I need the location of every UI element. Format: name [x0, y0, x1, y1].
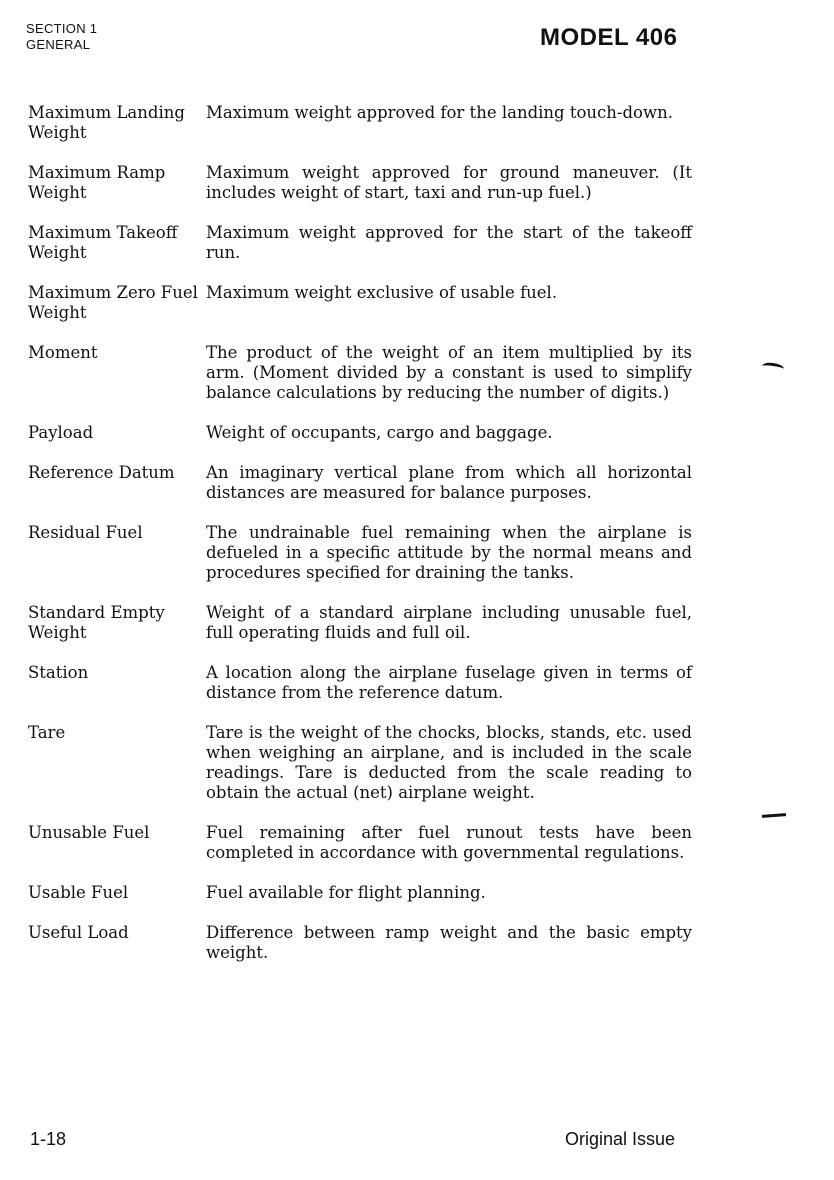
definition-row: [28, 663, 708, 703]
definition-text: Maximum weight approved for ground maneuver. (It includes weight of start, taxi and run-up fuel.): [206, 163, 692, 202]
definition-row: [28, 283, 708, 323]
definition-text: A location along the airplane fuselage given in terms of distance from the reference datum.: [206, 663, 692, 702]
definition-term: Moment: [28, 343, 98, 362]
definition-row: [28, 103, 708, 143]
definition-text: An imaginary vertical plane from which all horizontal distances are measured for balance purposes.: [206, 463, 692, 502]
definitions-list: [28, 103, 708, 983]
definition-term: Useful Load: [28, 923, 129, 942]
definition-row: [28, 463, 708, 503]
definition-term: Maximum Zero Fuel Weight: [28, 283, 198, 322]
definition-row: [28, 163, 708, 203]
definition-term: Reference Datum: [28, 463, 175, 482]
revision-bar-mark: [762, 813, 786, 818]
revision-bar-mark: [761, 362, 784, 374]
definition-term: Unusable Fuel: [28, 823, 150, 842]
definition-text: Weight of occupants, cargo and baggage.: [206, 423, 553, 442]
definition-row: [28, 523, 708, 583]
definition-text: Difference between ramp weight and the basic empty weight.: [206, 923, 692, 962]
definition-term: Standard Empty Weight: [28, 603, 165, 642]
definition-text: Tare is the weight of the chocks, blocks, stands, etc. used when weighing an airplane, and is included in the scale readings. Tare is deducted from the scale reading to obtain the actual (net) airplane weight.: [206, 723, 692, 802]
definition-row: [28, 823, 708, 863]
model-title: MODEL 406: [540, 24, 678, 51]
definition-row: [28, 343, 708, 403]
definition-term: Maximum Ramp Weight: [28, 163, 166, 202]
definition-text: Maximum weight approved for the start of the takeoff run.: [206, 223, 692, 262]
definition-row: [28, 423, 708, 443]
definition-row: [28, 603, 708, 643]
page-number: 1-18: [30, 1129, 67, 1149]
definition-text: Fuel available for flight planning.: [206, 883, 486, 902]
definition-term: Maximum Landing Weight: [28, 103, 185, 142]
definition-text: The product of the weight of an item multiplied by its arm. (Moment divided by a constant is used to simplify balance calculations by reducing the number of digits.): [206, 343, 692, 402]
definition-text: Maximum weight approved for the landing touch-down.: [206, 103, 673, 122]
issue-label: Original Issue: [565, 1129, 676, 1149]
definition-text: Fuel remaining after fuel runout tests have been completed in accordance with governmental regulations.: [206, 823, 692, 862]
definition-term: Usable Fuel: [28, 883, 129, 902]
definition-text: Maximum weight exclusive of usable fuel.: [206, 283, 558, 302]
definition-term: Maximum Takeoff Weight: [28, 223, 178, 262]
definition-row: [28, 723, 708, 803]
definition-term: Payload: [28, 423, 94, 442]
definition-text: Weight of a standard airplane including unusable fuel, full operating fluids and full oil.: [206, 603, 692, 642]
definition-row: [28, 923, 708, 963]
definition-text: The undrainable fuel remaining when the airplane is defueled in a specific attitude by the normal means and procedures specified for draining the tanks.: [206, 523, 692, 582]
section-title: GENERAL: [26, 37, 91, 52]
definition-term: Tare: [28, 723, 66, 742]
definition-term: Residual Fuel: [28, 523, 143, 542]
section-number: SECTION 1: [26, 21, 98, 36]
section-heading: [26, 21, 97, 53]
definition-row: [28, 883, 708, 903]
definition-row: [28, 223, 708, 263]
definition-term: Station: [28, 663, 89, 682]
